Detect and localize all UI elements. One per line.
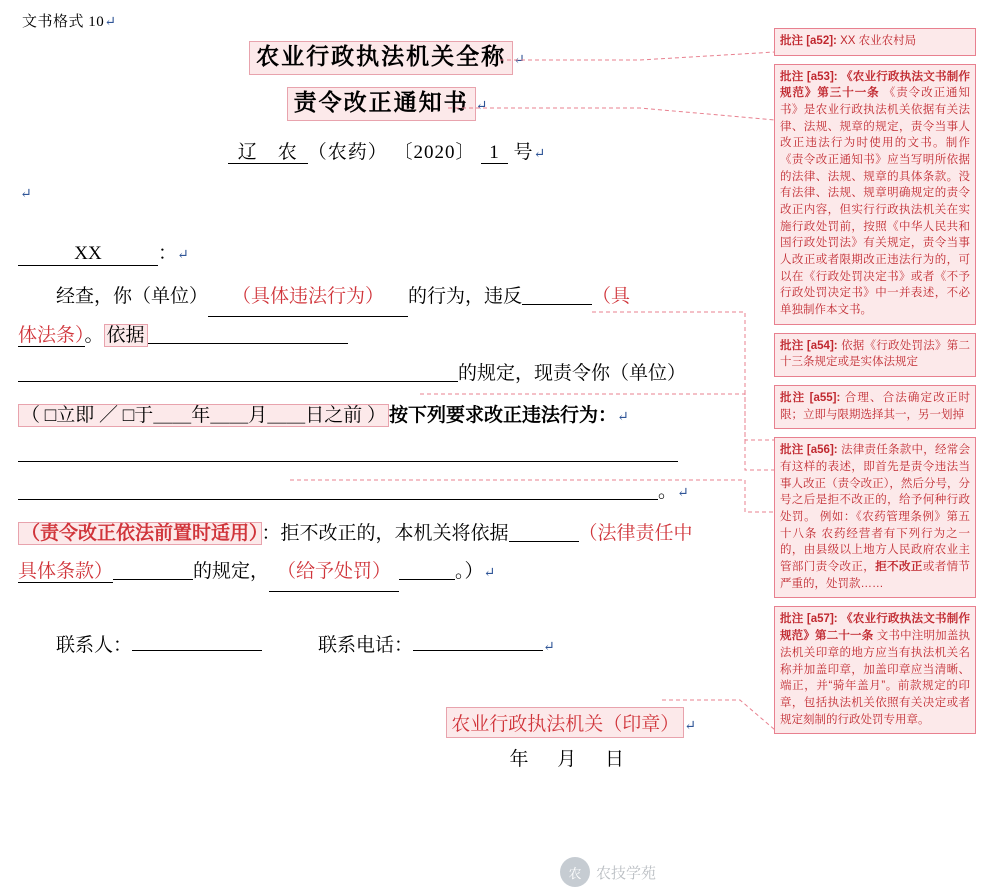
comment-tag: 批注 [a53]: — [780, 70, 838, 83]
p3-blank-extra — [113, 561, 193, 580]
p1-blank-basis-cont — [18, 363, 458, 382]
p1-blank-violation: （具体违法行为） — [208, 278, 408, 317]
watermark — [560, 852, 760, 892]
pilcrow-mark: ↵ — [20, 186, 32, 202]
addressee-name: XX — [18, 243, 158, 266]
comment-tag: 批注 [a54]: — [780, 339, 838, 352]
pilcrow-mark: ↵ — [677, 485, 689, 501]
pilcrow-mark: ↵ — [104, 15, 117, 30]
docnum-org: 农 — [268, 142, 308, 164]
contact-person-label: 联系人： — [56, 634, 133, 656]
addressee-line — [18, 238, 756, 266]
paragraph-three — [18, 515, 756, 592]
comment-a52[interactable] — [774, 28, 976, 56]
p1-text-c: 体法条） — [18, 324, 85, 346]
comment-a54[interactable] — [774, 333, 976, 377]
p3-fill1: （法律责任中 — [578, 522, 693, 544]
signature-block — [18, 707, 756, 738]
pilcrow-mark: ↵ — [177, 247, 189, 263]
pilcrow-mark: ↵ — [543, 639, 555, 655]
docnum-prefix: 辽 — [228, 142, 268, 164]
comment-a56[interactable] — [774, 437, 976, 598]
comment-rail — [770, 0, 982, 895]
p2-end: 。 — [658, 480, 678, 502]
watermark-text: 农技学苑 — [596, 864, 657, 882]
comment-tag: 批注 [a56]: — [780, 444, 838, 457]
pilcrow-mark: ↵ — [684, 718, 696, 734]
document-number — [18, 137, 756, 164]
pilcrow-mark: ↵ — [483, 565, 496, 581]
title-block — [18, 41, 756, 121]
empty-line — [20, 182, 756, 204]
comment-text: 合理、合法确定改正时限；立即与限期选择其一，另一划掉 — [780, 392, 971, 421]
p3-text-a: ：拒不改正的，本机关将依据 — [261, 522, 509, 544]
docnum-serial: 1 — [481, 142, 508, 164]
format-label: 文书格式 10↵ — [22, 14, 117, 30]
p1-basis-highlight: 依据 — [104, 324, 148, 347]
p2-deadline-highlight: （ □立即 ／ □于＿＿年＿＿月＿＿日之前 ） — [18, 404, 389, 427]
docnum-year: 〔2020〕 — [393, 141, 476, 163]
p1-text-d: 。 — [84, 324, 104, 346]
comment-text-bold: 《农业行政执法文书制作规范》第二十一条 — [780, 613, 971, 643]
p3-text-d: 。） — [455, 560, 484, 582]
comment-a53[interactable] — [774, 64, 976, 325]
p2-requirement-text: 按下列要求改正违法行为： — [388, 404, 617, 426]
pilcrow-mark: ↵ — [533, 146, 547, 162]
wechat-avatar-icon: 农 — [560, 857, 590, 887]
paragraph-one — [18, 278, 756, 393]
p3-text-b: 具体条款） — [18, 560, 114, 582]
p1-fill2: （具 — [592, 285, 631, 307]
p3-blank-tail — [399, 561, 455, 580]
comment-text: 法律责任条款中，经常会有这样的表述，即首先是责令违法当事人改正（责令改正），然后分号，分号之后是拒不改正的，给予何种行政处罚。 — [780, 444, 971, 524]
contact-phone-blank — [413, 650, 543, 651]
comment-text-example-pre: 例如：《农药管理条例》第五十八条 农药经营者有下列行为之一的，由县级以上地方人民政府农业主管部门责令改正， — [780, 511, 971, 574]
p3-fill2: （给予处罚） — [269, 553, 399, 592]
comment-text-emphasis: 拒不改正 — [875, 561, 923, 574]
p1-text-e: 的规定，现责令你（单位） — [458, 362, 687, 384]
comment-text: 依据《行政处罚法》第二十三条规定或是实体法规定 — [780, 339, 971, 369]
p3-precondition-highlight: （责令改正依法前置时适用） — [18, 522, 262, 545]
seal-placeholder: 农业行政执法机关（印章） — [446, 707, 684, 738]
p1-text-b: 的行为，违反 — [408, 285, 523, 307]
comment-a55[interactable] — [774, 385, 976, 429]
comment-text-example-post: 或者情节严重的，处罚款…… — [780, 561, 971, 590]
document-subtitle: 责令改正通知书 — [287, 87, 476, 121]
pilcrow-mark: ↵ — [616, 409, 629, 425]
p1-blank-law — [522, 286, 592, 305]
comment-tag: 批注 [a55]: — [780, 392, 841, 405]
contact-person-blank — [132, 650, 262, 651]
p1-blank-basis — [148, 325, 348, 344]
comment-text-bold: 《农业行政执法文书制作规范》第三十一条 — [780, 70, 971, 100]
pilcrow-mark: ↵ — [513, 53, 525, 68]
comment-tag: 批注 [a52]: — [780, 35, 837, 47]
comment-text: XX 农业农村局 — [840, 35, 917, 47]
docnum-category: （农药） — [307, 141, 388, 163]
document-title: 农业行政执法机关全称 — [249, 41, 513, 75]
pilcrow-mark: ↵ — [475, 98, 488, 114]
p2-blank-line-1 — [18, 443, 678, 462]
comment-a57[interactable] — [774, 606, 976, 734]
docnum-suffix: 号 — [513, 141, 534, 163]
signature-date: 年 月 日 — [509, 748, 636, 770]
addressee-colon: ： — [158, 242, 178, 264]
contact-line — [18, 630, 756, 657]
paragraph-two — [18, 397, 756, 511]
comment-text: 文书中注明加盖执法机关印章的地方应当有执法机关名称并加盖印章，加盖印章应当清晰、端正，并“骑年盖月”。前款规定的印章，包括执法机关依照有关决定或者规定刻制的行政处罚专用章。 — [780, 630, 971, 726]
p2-blank-line-2 — [18, 481, 658, 500]
contact-phone-label: 联系电话： — [318, 634, 414, 656]
p1-text-a: 经查，你（单位） — [56, 285, 209, 307]
p3-text-c: 的规定， — [193, 560, 270, 582]
p3-blank-law — [509, 523, 579, 542]
comment-tag: 批注 [a57]: — [780, 613, 838, 626]
comment-text: 《责令改正通知书》是农业行政执法机关依据有关法律、法规、规章的规定，责令当事人改正违法行为时使用的文书。制作《责令改正通知书》应当写明所依据的法律、法规、规章的具体条款。没有法律、法规、规章明确规定的责令改正内容，但实行行政执法机关在实施行政处罚前，按照《中华人民共和国行政处罚法》有关规定，责令当事人改正或者限期改正违法行为的，可以在《行政处罚决定书》或者《不予行政处罚决定书》中一并表述，不必单独制作本文书。 — [780, 87, 970, 317]
